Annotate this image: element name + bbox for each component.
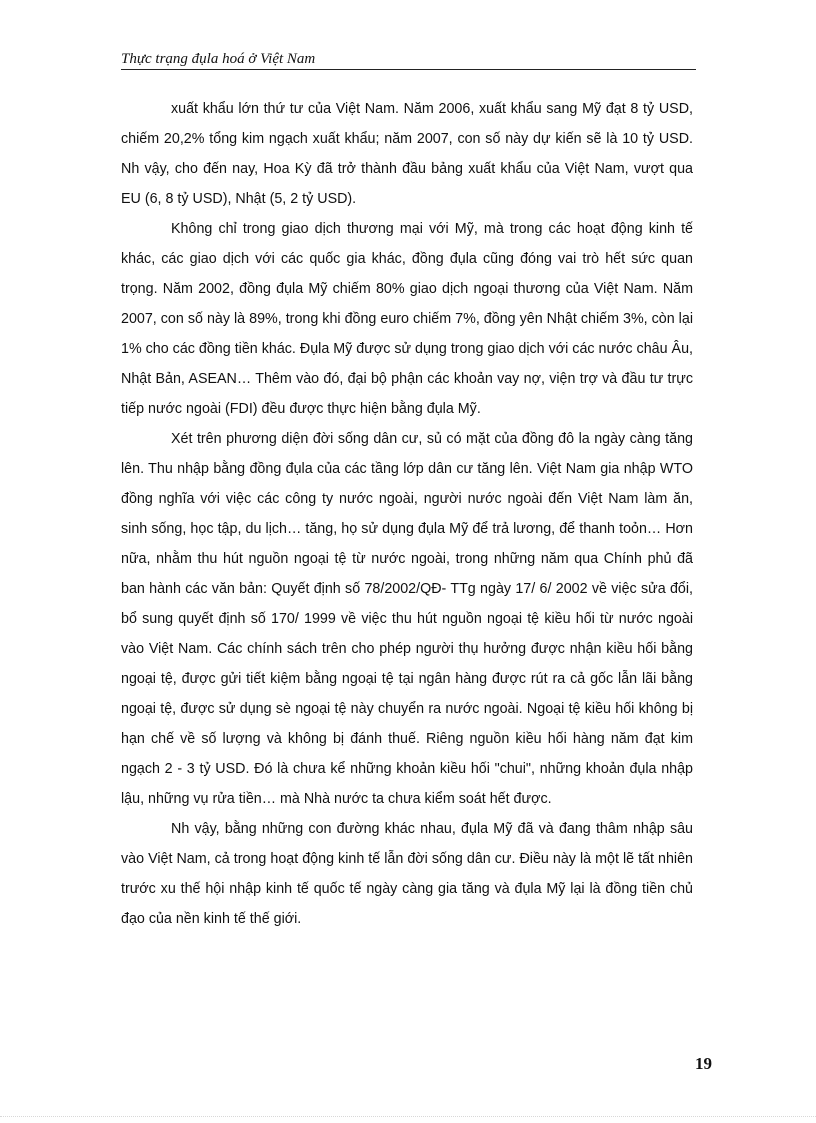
document-body xyxy=(121,94,693,934)
page-number: 19 xyxy=(695,1054,712,1073)
header-title: Thực trạng đụla hoá ở Việt Nam xyxy=(121,51,316,67)
page-bottom-rule xyxy=(0,1116,816,1117)
paragraph-1: xuất khẩu lớn thứ tư của Việt Nam. Năm 2006, xuất khẩu sang Mỹ đạt 8 tỷ USD, chiếm 20,2% tổng kim ngạch xuất khẩu; năm 2007, con số này dự kiến sẽ là 10 tỷ USD. Nh vậy, cho đến nay, Hoa Kỳ đã trở thành đầu bảng xuất khẩu của Việt Nam, vượt qua EU (6, 8 tỷ USD), Nhật (5, 2 tỷ USD). xyxy=(121,101,693,207)
running-header xyxy=(121,47,696,70)
paragraph-4: Nh vậy, bằng những con đường khác nhau, đụla Mỹ đã và đang thâm nhập sâu vào Việt Nam, cả trong hoạt động kinh tế lẫn đời sống dân cư. Điều này là một lẽ tất nhiên trước xu thế hội nhập kinh tế quốc tế ngày càng gia tăng và đụla Mỹ lại là đồng tiền chủ đạo của nền kinh tế thế giới. xyxy=(121,821,693,927)
paragraph-3: Xét trên phương diện đời sống dân cư, sủ có mặt của đồng đô la ngày càng tăng lên. Thu nhập bằng đồng đụla của các tầng lớp dân cư tăng lên. Việt Nam gia nhập WTO đồng nghĩa với việc các công ty nước ngoài, người nước ngoài đến Việt Nam làm ăn, sinh sống, học tập, du lịch… tăng, họ sử dụng đụla Mỹ để trả lương, để thanh toỏn… Hơn nữa, nhằm thu hút nguồn ngoại tệ từ nước ngoài, trong những năm qua Chính phủ đã ban hành các văn bản: Quyết định số 78/2002/QĐ- TTg ngày 17/ 6/ 2002 về việc sửa đổi, bổ sung quyết định số 170/ 1999 về việc thu hút nguồn ngoại tệ kiều hối từ nước ngoài vào Việt Nam. Các chính sách trên cho phép người thụ hưởng được nhận kiều hối bằng ngoại tệ, được gửi tiết kiệm bằng ngoại tệ tại ngân hàng được rút ra cả gốc lẫn lãi bằng ngoại tệ, được sử dụng sè ngoại tệ này chuyển ra nước ngoài. Ngoại tệ kiều hối không bị hạn chế về số lượng và không bị đánh thuế. Riêng nguồn kiều hối hàng năm đạt kim ngạch 2 - 3 tỷ USD. Đó là chưa kể những khoản kiều hối "chui", những khoản đụla nhập lậu, những vụ rửa tiền… mà Nhà nước ta chưa kiểm soát hết được. xyxy=(121,431,693,807)
paragraph-2: Không chỉ trong giao dịch thương mại với Mỹ, mà trong các hoạt động kinh tế khác, các giao dịch với các quốc gia khác, đồng đụla cũng đóng vai trò hết sức quan trọng. Năm 2002, đồng đụla Mỹ chiếm 80% giao dịch ngoại thương của Việt Nam. Năm 2007, con số này là 89%, trong khi đồng euro chiếm 7%, đồng yên Nhật chiếm 3%, còn lại 1% cho các đồng tiền khác. Đụla Mỹ được sử dụng trong giao dịch với các nước châu Âu, Nhật Bản, ASEAN… Thêm vào đó, đại bộ phận các khoản vay nợ, viện trợ và đầu tư trực tiếp nước ngoài (FDI) đều được thực hiện bằng đụla Mỹ. xyxy=(121,221,693,417)
